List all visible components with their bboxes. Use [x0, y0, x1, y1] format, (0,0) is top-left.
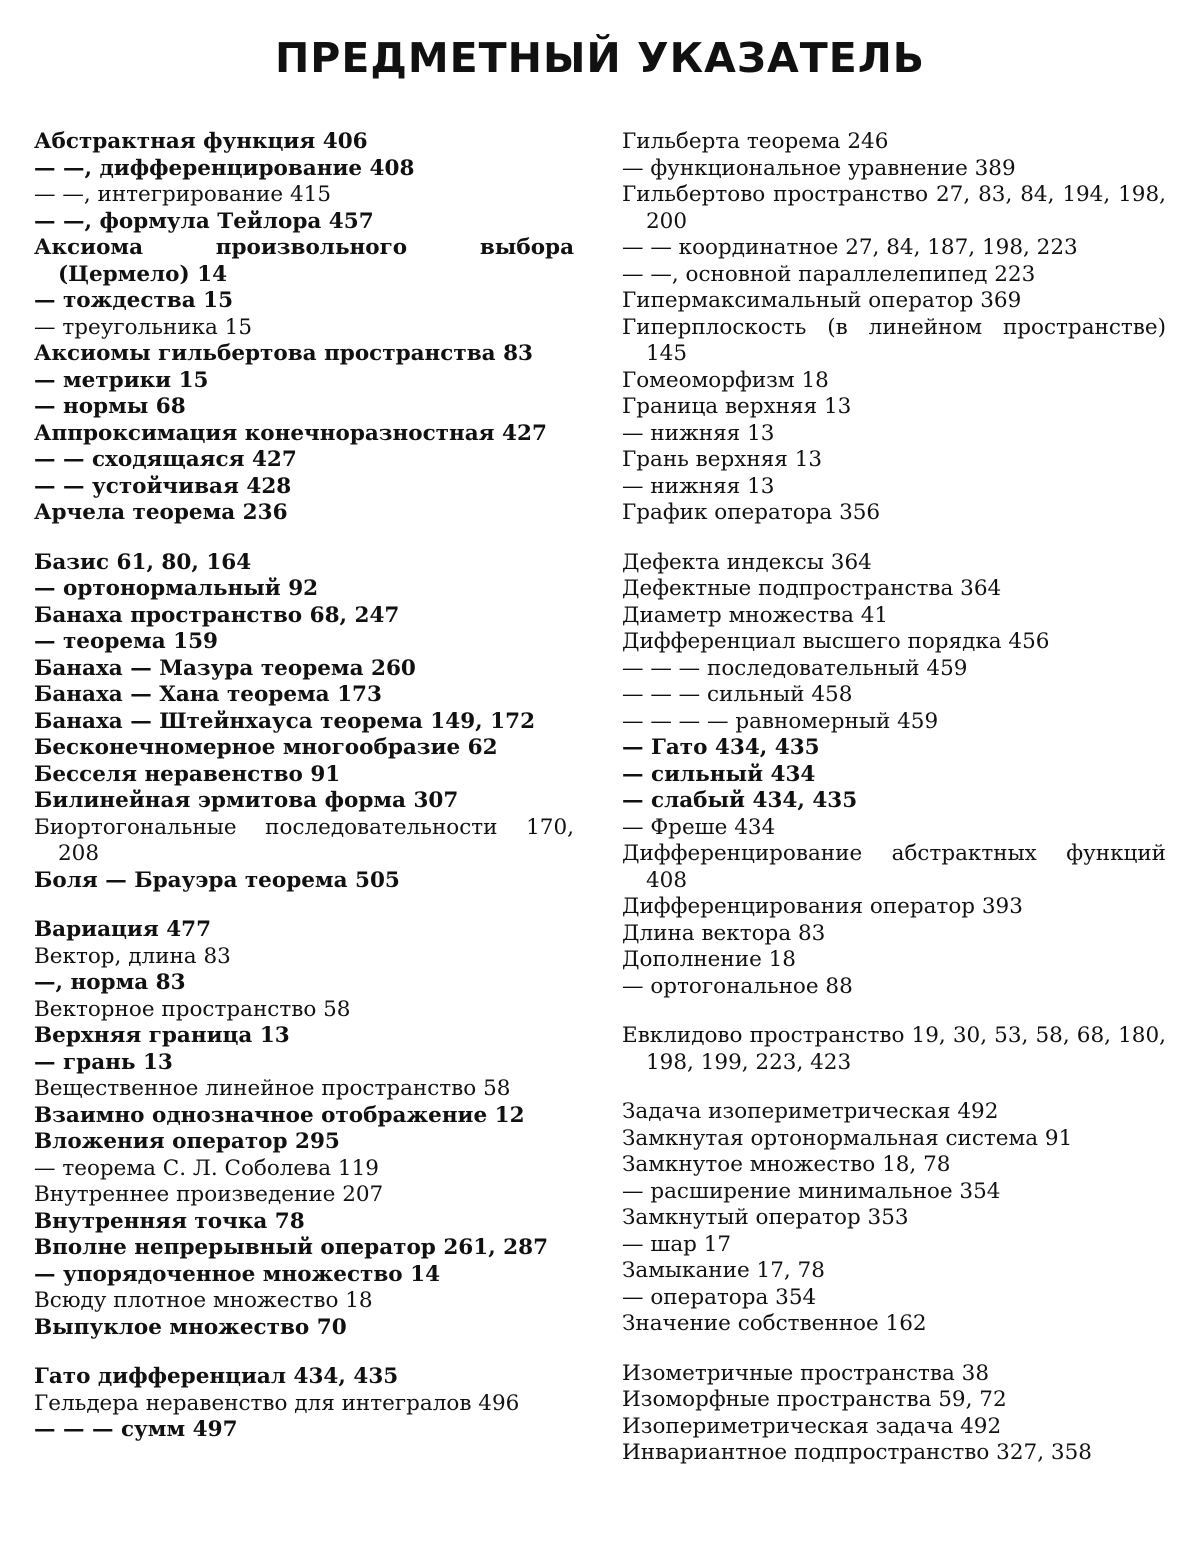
index-entry: Диаметр множества 41	[622, 602, 889, 628]
index-entry: Изопериметрическая задача 492	[622, 1413, 1002, 1439]
index-entry: Замыкание 17, 78	[622, 1258, 825, 1283]
index-entry: Дифференцирования оператор 393	[622, 894, 1023, 919]
index-entry: Бесселя неравенство 91	[34, 761, 341, 787]
index-entry: Всюду плотное множество 18	[34, 1288, 373, 1313]
index-entry: — — — сильный 458	[622, 682, 853, 707]
index-entry: — Гато 434, 435	[622, 735, 820, 760]
index-entry: Замкнутая ортонормальная система 91	[622, 1125, 1073, 1151]
index-entry: Банаха пространство 68, 247	[34, 602, 400, 628]
section-gap	[34, 527, 574, 550]
index-entry: Граница верхняя 13	[622, 394, 852, 419]
index-entry: — нормы 68	[34, 394, 186, 419]
index-entry: — — сходящаяся 427	[34, 447, 297, 472]
index-entry: — ортогональное 88	[622, 973, 853, 999]
index-entry: Выпуклое множество 70	[34, 1314, 347, 1340]
index-entry: Арчела теорема 236	[34, 500, 288, 525]
index-entry: Вполне непрерывный оператор 261, 287	[34, 1235, 549, 1260]
index-entry: Банаха — Мазура теорема 260	[34, 655, 416, 681]
index-entry: — ортонормальный 92	[34, 576, 319, 601]
index-entry: — —, основной параллелепипед 223	[622, 261, 1036, 287]
index-entry: — расширение минимальное 354	[622, 1178, 1001, 1204]
index-entry: Гомеоморфизм 18	[622, 367, 829, 393]
index-entry: — оператора 354	[622, 1284, 817, 1310]
index-entry: Банаха — Штейнхауса теорема 149, 172	[34, 708, 536, 734]
section-gap	[622, 1338, 1166, 1361]
index-entry: — тождества 15	[34, 288, 234, 313]
index-entry: Изоморфные пространства 59, 72	[622, 1387, 1007, 1412]
index-entry: Аппроксимация конечноразностная 427	[34, 420, 547, 446]
index-entry: — грань 13	[34, 1049, 173, 1075]
index-entry: — шар 17	[622, 1231, 732, 1257]
section-gap	[622, 1076, 1166, 1099]
index-entry: Задача изопериметрическая 492	[622, 1099, 999, 1124]
section-gap	[622, 1000, 1166, 1023]
index-entry: Гильберта теорема 246	[622, 129, 889, 154]
index-entry: Замкнутое множество 18, 78	[622, 1152, 951, 1177]
index-entry: Аксиома произвольного выбора (Цермело) 14	[34, 235, 574, 287]
index-entry: Вектор, длина 83	[34, 943, 231, 969]
index-entry: Дифференцирование абстрактных функций 408	[622, 841, 1166, 893]
index-entry: Дефекта индексы 364	[622, 549, 872, 575]
index-entry: Взаимно однозначное отображение 12	[34, 1102, 525, 1128]
index-entry: Изометричные пространства 38	[622, 1360, 990, 1386]
index-entry: — нижняя 13	[622, 473, 775, 499]
index-entry: Билинейная эрмитова форма 307	[34, 788, 459, 813]
index-entry: — теорема С. Л. Соболева 119	[34, 1155, 379, 1181]
index-entry: Длина вектора 83	[622, 920, 826, 946]
section-gap	[622, 527, 1166, 550]
index-entry: Грань верхняя 13	[622, 447, 823, 472]
index-entry: Дифференциал высшего порядка 456	[622, 629, 1050, 654]
index-entry: — теорема 159	[34, 629, 219, 654]
index-entry: — функциональное уравнение 389	[622, 155, 1016, 181]
index-entry: Дополнение 18	[622, 947, 796, 972]
index-entry: —, норма 83	[34, 970, 186, 995]
index-entry: — нижняя 13	[622, 420, 775, 446]
index-column-right	[622, 129, 1166, 1467]
index-entry: — —, интегрирование 415	[34, 182, 332, 207]
index-entry: — Фреше 434	[622, 814, 776, 840]
index-entry: — — — — равномерный 459	[622, 708, 939, 734]
index-entry: Гельдера неравенство для интегралов 496	[34, 1390, 520, 1416]
index-entry: Бесконечномерное многообразие 62	[34, 735, 498, 760]
index-entry: Аксиомы гильбертова пространства 83	[34, 341, 533, 366]
section-gap	[34, 1341, 574, 1364]
index-entry: Вложения оператор 295	[34, 1129, 340, 1154]
index-entry: — треугольника 15	[34, 314, 253, 340]
index-entry: Внутренняя точка 78	[34, 1208, 305, 1234]
index-entry: Абстрактная функция 406	[34, 129, 368, 154]
index-entry: Биортогональные последовательности 170, 208	[34, 814, 574, 866]
index-entry: Гипермаксимальный оператор 369	[622, 288, 1022, 313]
index-entry: Дефектные подпространства 364	[622, 576, 1002, 601]
index-entry: Евклидово пространство 19, 30, 53, 58, 68, 180, 198, 199, 223, 423	[622, 1023, 1166, 1075]
index-entry: Базис 61, 80, 164	[34, 549, 252, 575]
index-entry: — сильный 434	[622, 761, 816, 787]
index-entry: Верхняя граница 13	[34, 1023, 290, 1048]
index-entry: — упорядоченное множество 14	[34, 1261, 441, 1287]
index-entry: Вариация 477	[34, 917, 212, 942]
index-entry: Замкнутый оператор 353	[622, 1205, 909, 1230]
index-entry: Гато дифференциал 434, 435	[34, 1364, 399, 1389]
index-entry: — — устойчивая 428	[34, 473, 292, 499]
index-entry: — — — сумм 497	[34, 1417, 238, 1442]
page-title: ПРЕДМЕТНЫЙ УКАЗАТЕЛЬ	[274, 34, 926, 82]
index-entry: График оператора 356	[622, 500, 881, 525]
index-entry: — метрики 15	[34, 367, 209, 393]
index-entry: — — — последовательный 459	[622, 655, 968, 681]
index-entry: Инвариантное подпространство 327, 358	[622, 1440, 1092, 1465]
index-entry: Значение собственное 162	[622, 1311, 927, 1336]
index-entry: Внутреннее произведение 207	[34, 1182, 384, 1207]
index-entry: — — координатное 27, 84, 187, 198, 223	[622, 235, 1078, 260]
index-entry: Банаха — Хана теорема 173	[34, 682, 382, 707]
index-entry: Гиперплоскость (в линейном пространстве) 145	[622, 314, 1166, 366]
index-entry: — —, дифференцирование 408	[34, 155, 415, 181]
section-gap	[34, 894, 574, 917]
index-entry: Гильбертово пространство 27, 83, 84, 194, 198, 200	[622, 182, 1166, 234]
index-column-left	[34, 129, 574, 1444]
index-entry: Боля — Брауэра теорема 505	[34, 867, 400, 893]
index-entry: — слабый 434, 435	[622, 788, 858, 813]
index-entry: Векторное пространство 58	[34, 996, 351, 1022]
index-entry: — —, формула Тейлора 457	[34, 208, 374, 234]
index-entry: Вещественное линейное пространство 58	[34, 1076, 511, 1101]
